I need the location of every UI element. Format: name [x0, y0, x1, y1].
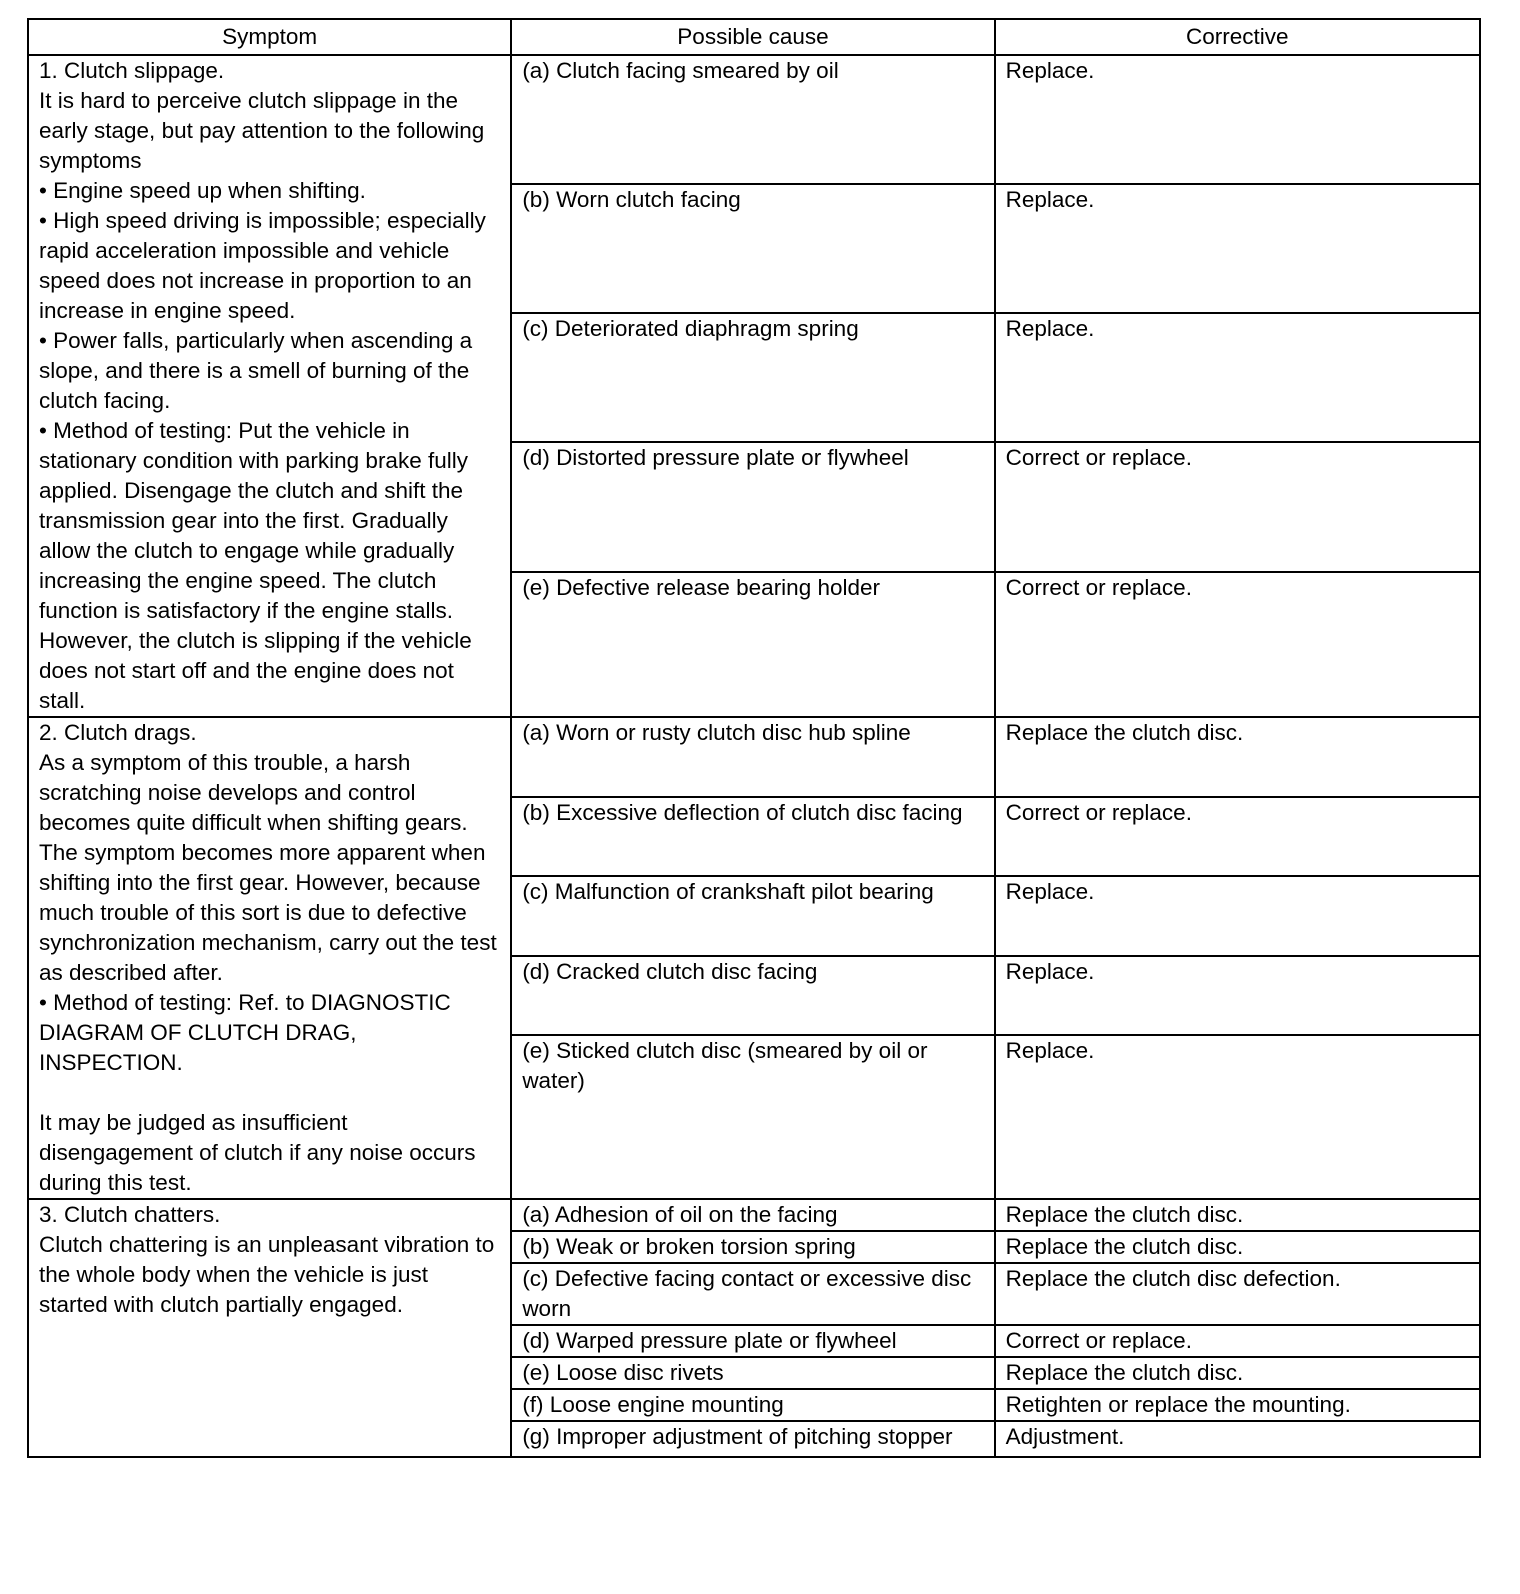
- corrective-cell: Correct or replace.: [995, 1325, 1480, 1357]
- group-clutch-chatters: [28, 1199, 1480, 1457]
- symptom-bullet: • Method of testing: Put the vehicle in stationary condition with parking brake fully applied. Disengage the clutch and shift the transmission gear into the first. Gradually allow the clutch to engage while gradually increasing the engine speed. The clutch function is satisfactory if the engine stalls. However, the clutch is slipping if the vehicle does not start off and the engine does not stall.: [39, 418, 472, 713]
- header-row: [28, 19, 1480, 55]
- corrective-cell: Replace.: [995, 313, 1480, 442]
- cause-cell: (e) Loose disc rivets: [511, 1357, 994, 1389]
- symptom-cell: [28, 55, 511, 717]
- corrective-cell: Replace the clutch disc.: [995, 1199, 1480, 1231]
- symptom-title: 2. Clutch drags.: [39, 720, 197, 745]
- corrective-cell: Replace.: [995, 876, 1480, 956]
- table-row: [28, 55, 1480, 184]
- symptom-bullet: • High speed driving is impossible; especially rapid acceleration impossible and vehicle speed does not increase in proportion to an increase in engine speed.: [39, 208, 486, 323]
- symptom-bullet: • Method of testing: Ref. to DIAGNOSTIC DIAGRAM OF CLUTCH DRAG, INSPECTION.: [39, 990, 451, 1075]
- cause-cell: (e) Defective release bearing holder: [511, 572, 994, 717]
- cause-cell: (g) Improper adjustment of pitching stopper: [511, 1421, 994, 1457]
- corrective-cell: Replace.: [995, 956, 1480, 1036]
- cause-cell: (b) Excessive deflection of clutch disc facing: [511, 797, 994, 877]
- corrective-cell: Replace.: [995, 184, 1480, 313]
- symptom-text: As a symptom of this trouble, a harsh scratching noise develops and control becomes quite difficult when shifting gears. The symptom becomes more apparent when shifting into the first gear. However, because much trouble of this sort is due to defective synchronization mechanism, carry out the test as described after.: [39, 750, 497, 985]
- symptom-spacer: [39, 1078, 500, 1108]
- corrective-cell: Replace.: [995, 55, 1480, 184]
- troubleshooting-table-wrapper: [27, 18, 1481, 1458]
- corrective-cell: Correct or replace.: [995, 442, 1480, 571]
- group-clutch-drags: [28, 717, 1480, 1199]
- cause-cell: (e) Sticked clutch disc (smeared by oil or water): [511, 1035, 994, 1199]
- cause-cell: (c) Malfunction of crankshaft pilot bearing: [511, 876, 994, 956]
- corrective-cell: Correct or replace.: [995, 572, 1480, 717]
- header-corrective: Corrective: [995, 19, 1480, 55]
- corrective-cell: Retighten or replace the mounting.: [995, 1389, 1480, 1421]
- cause-cell: (b) Worn clutch facing: [511, 184, 994, 313]
- corrective-cell: Adjustment.: [995, 1421, 1480, 1457]
- cause-cell: (d) Warped pressure plate or flywheel: [511, 1325, 994, 1357]
- table-row: [28, 1199, 1480, 1231]
- cause-cell: (a) Worn or rusty clutch disc hub spline: [511, 717, 994, 797]
- cause-cell: (b) Weak or broken torsion spring: [511, 1231, 994, 1263]
- corrective-cell: Replace the clutch disc defection.: [995, 1263, 1480, 1325]
- corrective-cell: Replace the clutch disc.: [995, 1231, 1480, 1263]
- corrective-cell: Replace.: [995, 1035, 1480, 1199]
- header-symptom: Symptom: [28, 19, 511, 55]
- symptom-text: It is hard to perceive clutch slippage in the early stage, but pay attention to the following symptoms: [39, 88, 485, 173]
- symptom-text: Clutch chattering is an unpleasant vibration to the whole body when the vehicle is just started with clutch partially engaged.: [39, 1232, 495, 1317]
- symptom-text: It may be judged as insufficient disengagement of clutch if any noise occurs during this test.: [39, 1110, 476, 1195]
- symptom-bullet: • Engine speed up when shifting.: [39, 178, 366, 203]
- header-possible-cause: Possible cause: [511, 19, 994, 55]
- troubleshooting-table: [27, 18, 1481, 1458]
- symptom-title: 1. Clutch slippage.: [39, 58, 225, 83]
- symptom-title: 3. Clutch chatters.: [39, 1202, 221, 1227]
- cause-cell: (f) Loose engine mounting: [511, 1389, 994, 1421]
- group-clutch-slippage: [28, 55, 1480, 717]
- cause-cell: (c) Defective facing contact or excessive disc worn: [511, 1263, 994, 1325]
- cause-cell: (d) Distorted pressure plate or flywheel: [511, 442, 994, 571]
- table-row: [28, 717, 1480, 797]
- cause-cell: (a) Adhesion of oil on the facing: [511, 1199, 994, 1231]
- cause-cell: (d) Cracked clutch disc facing: [511, 956, 994, 1036]
- symptom-cell: [28, 1199, 511, 1457]
- symptom-cell: [28, 717, 511, 1199]
- corrective-cell: Replace the clutch disc.: [995, 1357, 1480, 1389]
- corrective-cell: Correct or replace.: [995, 797, 1480, 877]
- cause-cell: (c) Deteriorated diaphragm spring: [511, 313, 994, 442]
- symptom-bullet: • Power falls, particularly when ascending a slope, and there is a smell of burning of the clutch facing.: [39, 328, 473, 413]
- cause-cell: (a) Clutch facing smeared by oil: [511, 55, 994, 184]
- corrective-cell: Replace the clutch disc.: [995, 717, 1480, 797]
